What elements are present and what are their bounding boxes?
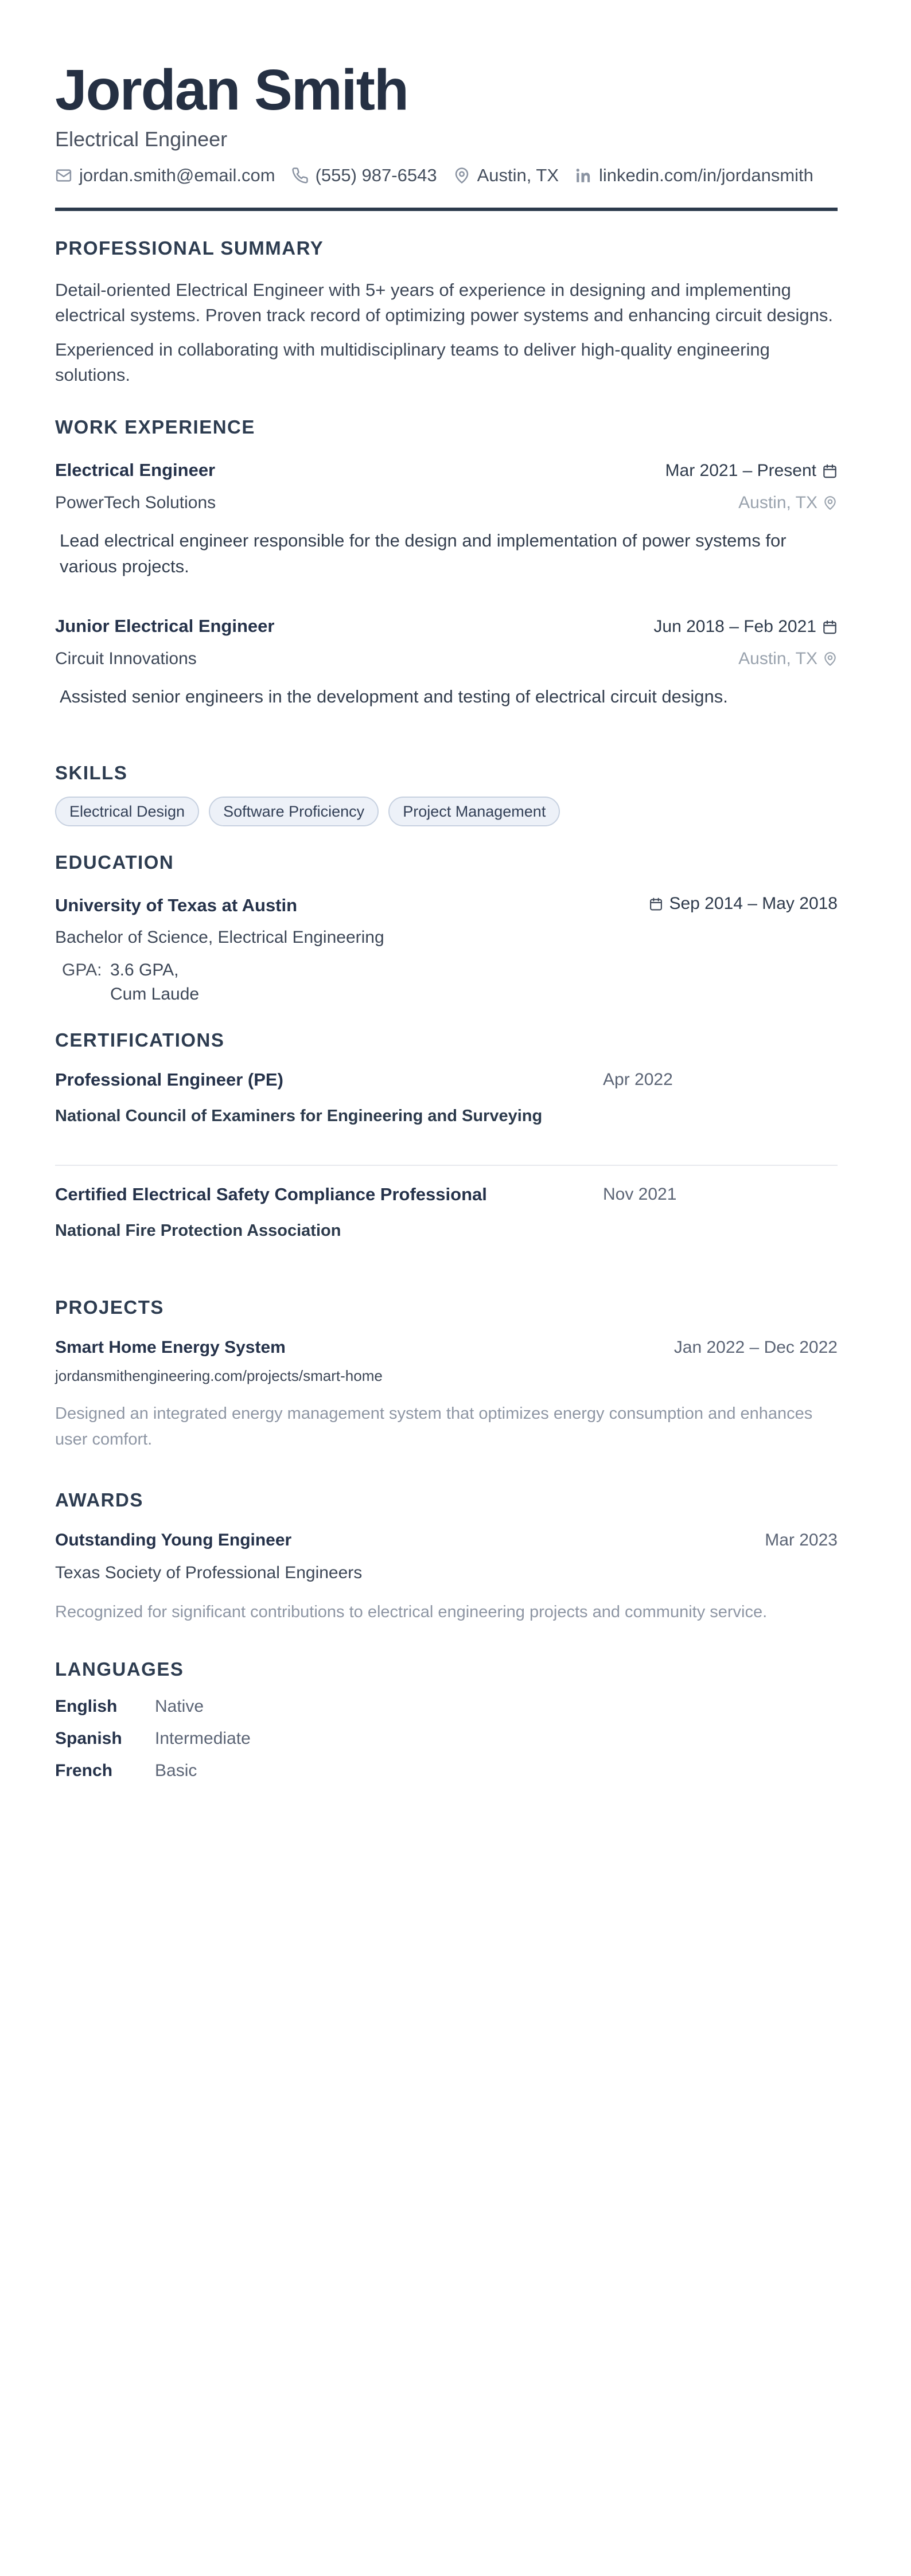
job-title: Electrical Engineer <box>55 460 216 481</box>
language-name: French <box>55 1761 113 1780</box>
language-row <box>55 1761 838 1781</box>
language-level: Native <box>155 1696 204 1716</box>
work-heading: WORK EXPERIENCE <box>55 416 255 438</box>
contact-phone <box>291 165 437 186</box>
work-entry <box>55 459 838 579</box>
education-dates <box>649 894 838 914</box>
contact-email-text: jordan.smith@email.com <box>79 165 275 186</box>
section-skills <box>55 762 838 826</box>
summary-paragraph: Experienced in collaborating with multidisciplinary teams to deliver high-quality engineering solutions. <box>55 339 770 385</box>
languages-heading: LANGUAGES <box>55 1658 184 1680</box>
projects-heading: PROJECTS <box>55 1296 164 1318</box>
language-row <box>55 1728 838 1749</box>
project-title: Smart Home Energy System <box>55 1337 286 1357</box>
work-entry-title-row <box>55 615 838 638</box>
contact-phone-text: (555) 987-6543 <box>315 165 437 186</box>
project-title-row <box>55 1337 838 1359</box>
contact-row <box>55 165 838 186</box>
language-name: Spanish <box>55 1728 122 1748</box>
phone-icon <box>291 167 309 184</box>
award-title: Outstanding Young Engineer <box>55 1530 292 1549</box>
award-entry <box>55 1529 838 1625</box>
skills-heading: SKILLS <box>55 762 128 784</box>
gpa-values <box>110 958 199 1006</box>
person-title: Electrical Engineer <box>55 127 228 151</box>
skill-pill: Electrical Design <box>55 797 199 826</box>
header-divider <box>55 208 838 211</box>
language-row <box>55 1696 838 1717</box>
certifications-heading: CERTIFICATIONS <box>55 1029 225 1051</box>
skill-pill: Software Proficiency <box>209 797 379 826</box>
company-name: Circuit Innovations <box>55 649 197 669</box>
degree: Bachelor of Science, Electrical Engineering <box>55 927 384 947</box>
award-title-row <box>55 1529 838 1551</box>
education-title-row <box>55 894 838 917</box>
section-certifications <box>55 1029 838 1242</box>
map-pin-icon <box>823 495 838 510</box>
languages-table <box>55 1696 838 1781</box>
work-entry-company-row <box>55 493 838 513</box>
language-level: Basic <box>155 1761 197 1780</box>
gpa-label: GPA: <box>62 960 102 979</box>
education-entry <box>55 894 838 1006</box>
company-name: PowerTech Solutions <box>55 493 216 513</box>
contact-email <box>55 165 275 186</box>
certification-title: Certified Electrical Safety Compliance Professional <box>55 1184 487 1204</box>
gpa-block <box>55 958 838 1006</box>
map-pin-icon <box>453 167 470 184</box>
linkedin-icon <box>575 167 592 184</box>
map-pin-icon <box>823 651 838 666</box>
certification-issuer: National Fire Protection Association <box>55 1221 341 1240</box>
certification-info <box>55 1068 603 1127</box>
summary-heading: PROFESSIONAL SUMMARY <box>55 237 324 259</box>
project-description: Designed an integrated energy management system that optimizes energy consumption and enhances user comfort. <box>55 1404 813 1449</box>
job-description: Assisted senior engineers in the development and testing of electrical circuit designs. <box>60 686 728 707</box>
project-url: jordansmithengineering.com/projects/smart-home <box>55 1367 383 1384</box>
job-location-text: Austin, TX <box>738 649 817 669</box>
certification-entry <box>55 1068 838 1127</box>
job-location <box>738 649 838 669</box>
contact-linkedin <box>575 165 813 186</box>
project-entry <box>55 1337 838 1453</box>
section-professional-summary <box>55 237 838 388</box>
honors: Cum Laude <box>110 984 200 1004</box>
job-dates <box>665 461 838 481</box>
job-dates <box>653 617 838 637</box>
job-description: Lead electrical engineer responsible for the design and implementation of power systems for various projects. <box>60 530 787 577</box>
language-level: Intermediate <box>155 1728 251 1748</box>
section-languages <box>55 1658 838 1781</box>
person-name: Jordan Smith <box>55 58 408 122</box>
certification-date: Nov 2021 <box>603 1184 677 1204</box>
summary-paragraph: Detail-oriented Electrical Engineer with 5+ years of experience in designing and implementing electrical systems. Proven track record of optimizing power systems and enhancing circuit designs. <box>55 280 833 326</box>
award-description: Recognized for significant contributions to electrical engineering projects and community service. <box>55 1602 768 1621</box>
job-location <box>738 493 838 513</box>
calendar-icon <box>822 619 838 635</box>
calendar-icon <box>649 897 663 911</box>
calendar-icon <box>822 463 838 479</box>
work-entry-title-row <box>55 459 838 482</box>
work-entry <box>55 615 838 709</box>
awards-heading: AWARDS <box>55 1489 143 1511</box>
school-name: University of Texas at Austin <box>55 895 298 915</box>
skills-pill-row <box>55 797 838 826</box>
certification-info <box>55 1183 603 1242</box>
contact-location <box>453 165 559 186</box>
education-heading: EDUCATION <box>55 852 174 873</box>
job-dates-text: Mar 2021 – Present <box>665 461 816 481</box>
education-dates-text: Sep 2014 – May 2018 <box>669 894 838 914</box>
section-projects <box>55 1297 838 1453</box>
work-entry-company-row <box>55 649 838 669</box>
language-name: English <box>55 1696 118 1716</box>
job-dates-text: Jun 2018 – Feb 2021 <box>653 617 816 637</box>
section-awards <box>55 1489 838 1625</box>
skill-pill: Project Management <box>388 797 560 826</box>
summary-body <box>55 278 838 388</box>
job-title: Junior Electrical Engineer <box>55 616 275 637</box>
certification-title: Professional Engineer (PE) <box>55 1069 283 1090</box>
award-organization: Texas Society of Professional Engineers <box>55 1563 363 1582</box>
resume-header <box>55 58 838 186</box>
award-date: Mar 2023 <box>765 1530 838 1549</box>
certification-entry <box>55 1183 838 1242</box>
section-education <box>55 852 838 1006</box>
project-dates: Jan 2022 – Dec 2022 <box>673 1337 838 1357</box>
certification-divider <box>55 1165 838 1166</box>
contact-location-text: Austin, TX <box>477 165 559 186</box>
gpa-value: 3.6 GPA, <box>110 960 179 979</box>
certification-date: Apr 2022 <box>603 1070 673 1089</box>
mail-icon <box>55 167 72 184</box>
job-location-text: Austin, TX <box>738 493 817 513</box>
contact-linkedin-text: linkedin.com/in/jordansmith <box>599 165 813 186</box>
section-work-experience <box>55 416 838 709</box>
certification-issuer: National Council of Examiners for Engineering and Surveying <box>55 1106 543 1125</box>
